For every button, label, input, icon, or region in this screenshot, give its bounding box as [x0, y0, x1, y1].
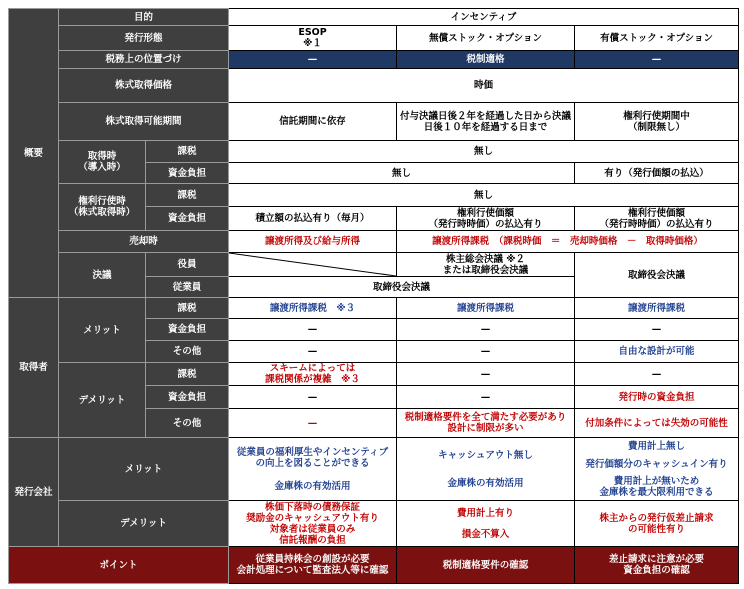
resolution-officers-free-line: または取締役会決議 — [442, 264, 529, 276]
acquirer-merit-funding-paid: — — [575, 319, 739, 341]
acquirer-demerit-funding-paid: 発行時の資金負担 — [575, 386, 739, 409]
acquirer-merit-funding-free: — — [397, 319, 575, 341]
resolution-officers-label: 役員 — [146, 253, 229, 277]
row-issue-form — [9, 26, 739, 51]
point-paid-line: 差止請求に注意が必要 — [609, 554, 705, 565]
point-esop-line: 従業員持株会の創設が必要 — [255, 554, 370, 565]
acquirer-merit-other-esop: — — [229, 341, 397, 363]
issuer-demerit-paid-line: の可能性有り — [628, 523, 686, 535]
resolution-officers-esop-not-applicable — [229, 253, 397, 277]
row-issuer-merit — [9, 438, 739, 501]
tax-position-esop: — — [229, 51, 397, 69]
acquirer-merit-tax-free: 譲渡所得課税 — [397, 298, 575, 319]
column-header-esop — [229, 26, 397, 51]
at-exercise-tax-label: 課税 — [146, 184, 229, 207]
issuer-demerit-paid-line: 株主からの発行仮差止請求 — [599, 512, 714, 524]
acquirer-demerit-tax-esop — [229, 363, 397, 386]
issuer-merit-esop-line: の向上を図ることができる — [255, 457, 370, 469]
acquirer-merit-other-free: — — [397, 341, 575, 363]
point-paid-line: 資金負担の確認 — [623, 565, 690, 576]
issuer-demerit-esop-line: 対象者は従業員のみ — [269, 523, 356, 535]
resolution-employees-label: 従業員 — [146, 277, 229, 298]
row-exercise-tax — [9, 184, 739, 207]
row-acquisition-price — [9, 69, 739, 103]
issuer-merit-paid-line: 金庫株を最大限利用できる — [599, 486, 714, 498]
acquirer-merit-tax-esop: 譲渡所得課税 ※３ — [229, 298, 397, 319]
at-exercise-tax-value: 無し — [229, 184, 739, 207]
issuer-merit-paid-line: 費用計上無し — [628, 440, 686, 452]
point-free: 税制適格要件の確認 — [397, 547, 575, 584]
at-grant-label-line: 取得時 — [87, 151, 117, 162]
row-purpose — [9, 9, 739, 26]
row-acquisition-period — [9, 103, 739, 141]
row-grant-tax — [9, 141, 739, 163]
acquirer-demerit-other-free — [397, 409, 575, 438]
resolution-label: 決議 — [59, 253, 146, 298]
comparison-table — [8, 8, 739, 584]
section-overview-label: 概要 — [9, 9, 59, 298]
issue-form-label: 発行形態 — [59, 26, 229, 51]
row-acquirer-merit-tax — [9, 298, 739, 319]
row-resolution-officers — [9, 253, 739, 277]
acquirer-demerit-other-paid: 付加条件によっては失効の可能性 — [575, 409, 739, 438]
esop-title: ESOP — [298, 27, 327, 38]
at-grant-tax-label: 課税 — [146, 141, 229, 163]
at-exercise-label — [59, 184, 146, 231]
at-exercise-funding-esop: 積立額の払込有り（毎月） — [229, 207, 397, 231]
resolution-officers-free — [397, 253, 575, 277]
at-exercise-funding-paid-line: 権利行使価額 — [628, 207, 686, 219]
acquirer-merit-other-paid: 自由な設計が可能 — [575, 341, 739, 363]
resolution-paid: 取締役会決議 — [575, 253, 739, 298]
issuer-merit-free — [397, 438, 575, 501]
acquirer-demerit-other-label: その他 — [146, 409, 229, 438]
acquirer-demerit-tax-esop-line: 課税関係が複雑 ※３ — [265, 374, 360, 385]
issuer-demerit-free-line: 損金不算入 — [461, 528, 510, 540]
acquirer-merit-label: メリット — [59, 298, 146, 363]
at-sale-esop: 譲渡所得及び給与所得 — [229, 231, 397, 253]
tax-position-free: 税制適格 — [397, 51, 575, 69]
issuer-merit-esop-line: 金庫株の有効活用 — [274, 480, 351, 492]
at-exercise-label-line: （株式取得時） — [68, 207, 136, 218]
acquisition-period-label: 株式取得可能期間 — [59, 103, 229, 141]
acquisition-price-label: 株式取得価格 — [59, 69, 229, 103]
at-sale-label: 売却時 — [59, 231, 229, 253]
point-paid — [575, 547, 739, 584]
at-exercise-funding-paid — [575, 207, 739, 231]
acquirer-demerit-tax-esop-line: スキームによっては — [269, 363, 356, 374]
row-point — [9, 547, 739, 584]
at-grant-funding-label: 資金負担 — [146, 163, 229, 184]
purpose-value: インセンティブ — [229, 9, 739, 26]
purpose-label: 目的 — [59, 9, 229, 26]
acquirer-demerit-tax-paid: — — [575, 363, 739, 386]
issuer-demerit-esop-line: 奨励金のキャッシュアウト有り — [246, 512, 379, 524]
issuer-demerit-esop — [229, 501, 397, 547]
at-exercise-funding-label: 資金負担 — [146, 207, 229, 231]
issuer-demerit-esop-line: 信託報酬の負担 — [279, 534, 346, 546]
esop-note: ※１ — [303, 38, 322, 49]
acquirer-demerit-other-free-line: 設計に制限が多い — [447, 423, 524, 434]
acquirer-demerit-tax-free: — — [397, 363, 575, 386]
at-exercise-funding-free-line: 権利行使価額 — [457, 207, 515, 219]
acquisition-period-paid-line: （制限無し） — [628, 121, 686, 133]
acquirer-demerit-tax-label: 課税 — [146, 363, 229, 386]
acquirer-demerit-other-free-line: 税制適格要件を全て満たす必要があり — [404, 412, 567, 423]
acquisition-period-paid — [575, 103, 739, 141]
acquirer-merit-funding-esop: — — [229, 319, 397, 341]
resolution-employees-esop-free: 取締役会決議 — [229, 277, 575, 298]
diagonal-slash — [229, 253, 396, 276]
issuer-merit-paid-line: 発行価額分のキャッシュイン有り — [585, 458, 728, 470]
at-grant-funding-esop-free: 無し — [229, 163, 575, 184]
acquirer-demerit-other-esop: — — [229, 409, 397, 438]
at-grant-label — [59, 141, 146, 184]
issuer-demerit-paid — [575, 501, 739, 547]
at-sale-free-paid: 譲渡所得課税 （課税時価 ＝ 売却時価格 － 取得時価格） — [397, 231, 739, 253]
acquirer-merit-tax-paid: 譲渡所得課税 — [575, 298, 739, 319]
issuer-merit-esop-line: 従業員の福利厚生やインセンティブ — [236, 446, 389, 458]
tax-position-label: 税務上の位置づけ — [59, 51, 229, 69]
tax-position-paid: — — [575, 51, 739, 69]
issuer-merit-free-line: キャッシュアウト無し — [438, 449, 533, 461]
resolution-officers-free-line: 株主総会決議 ※２ — [445, 253, 526, 265]
acquirer-demerit-funding-esop: — — [229, 386, 397, 409]
at-exercise-funding-free-line: （発行時時価）の払込有り — [428, 218, 543, 230]
issuer-merit-paid — [575, 438, 739, 501]
issuer-merit-paid-line: 費用計上が無いため — [613, 475, 700, 487]
acquirer-demerit-label: デメリット — [59, 363, 146, 438]
at-exercise-funding-paid-line: （発行時時価）の払込有り — [599, 218, 714, 230]
at-exercise-funding-free — [397, 207, 575, 231]
acquirer-merit-other-label: その他 — [146, 341, 229, 363]
acquisition-period-paid-line: 権利行使期間中 — [623, 110, 690, 122]
at-exercise-label-line: 権利行使時 — [78, 196, 126, 207]
acquirer-demerit-funding-label: 資金負担 — [146, 386, 229, 409]
issuer-merit-esop — [229, 438, 397, 501]
acquisition-period-free: 付与決議日後２年を経過した日から決議日後１０年を経過する日まで — [397, 103, 575, 141]
issuer-demerit-label: デメリット — [59, 501, 229, 547]
at-grant-tax-value: 無し — [229, 141, 739, 163]
row-issuer-demerit — [9, 501, 739, 547]
acquirer-demerit-funding-free: — — [397, 386, 575, 409]
acquirer-merit-funding-label: 資金負担 — [146, 319, 229, 341]
point-esop-line: 会計処理について監査法人等に確認 — [236, 565, 389, 576]
at-grant-funding-paid: 有り（発行価額の払込） — [575, 163, 739, 184]
column-header-paid-stock-option: 有償ストック・オプション — [575, 26, 739, 51]
at-grant-label-line: （導入時） — [78, 162, 126, 173]
section-acquirer-label: 取得者 — [9, 298, 59, 438]
row-sale — [9, 231, 739, 253]
issuer-merit-free-line: 金庫株の有効活用 — [447, 477, 524, 489]
acquisition-price-value: 時価 — [229, 69, 739, 103]
column-header-free-stock-option: 無償ストック・オプション — [397, 26, 575, 51]
point-esop — [229, 547, 397, 584]
row-acquirer-demerit-tax — [9, 363, 739, 386]
issuer-demerit-esop-line: 株価下落時の債務保証 — [265, 501, 361, 513]
issuer-demerit-free-line: 費用計上有り — [457, 507, 515, 519]
issuer-demerit-free — [397, 501, 575, 547]
issuer-merit-label: メリット — [59, 438, 229, 501]
acquisition-period-esop: 信託期間に依存 — [229, 103, 397, 141]
point-label: ポイント — [9, 547, 229, 584]
acquirer-merit-tax-label: 課税 — [146, 298, 229, 319]
row-tax-position — [9, 51, 739, 69]
section-issuer-label: 発行会社 — [9, 438, 59, 547]
